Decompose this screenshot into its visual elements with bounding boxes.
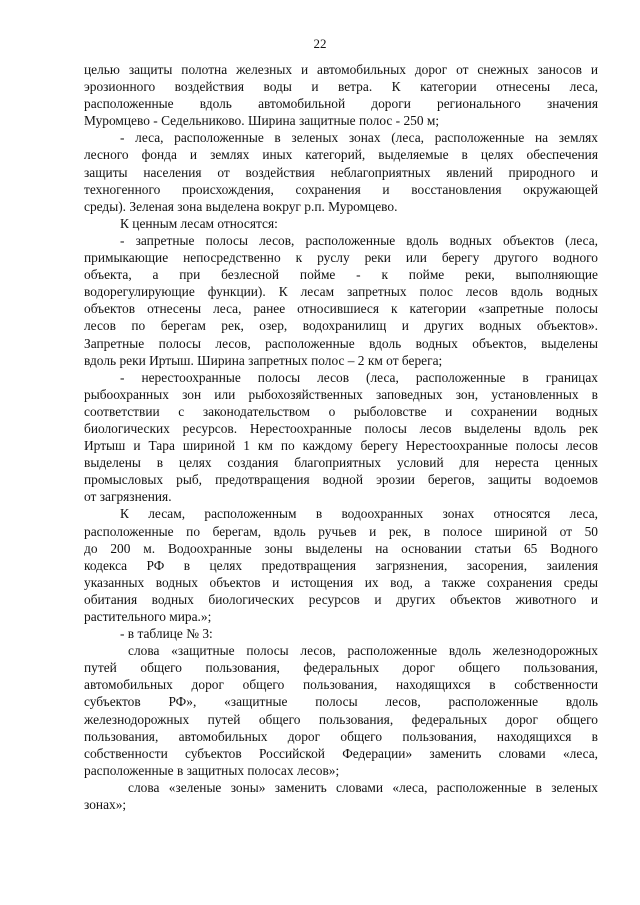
text-line: Запретные полосы лесов, расположенные вдоль водных объектов, выделены: [84, 335, 598, 351]
text-line: объекта, а при безлесной пойме - к пойме реки, выполняющие: [84, 267, 598, 283]
text-line: собственности субъектов Российской Федерации» заменить словами «леса,: [84, 745, 598, 761]
text-line: - леса, расположенные в зеленых зонах (леса, расположенные на землях: [120, 130, 598, 146]
text-line: К лесам, расположенным в водоохранных зонах относятся леса,: [120, 506, 598, 522]
text-line: от загрязнения.: [84, 489, 172, 505]
text-line: вдоль реки Иртыш. Ширина запретных полос – 2 км от берега;: [84, 352, 443, 368]
document-text: [84, 61, 598, 813]
text-line: Муромцево - Седельниково. Ширина защитные полос - 250 м;: [84, 113, 440, 129]
text-line: расположенные по берегам, вдоль ручьев и рек, в полосе шириной от 50: [84, 523, 598, 539]
text-line: - нерестоохранные полосы лесов (леса, расположенные в границах: [120, 369, 598, 385]
text-line: биологических ресурсов. Нерестоохранные полосы лесов выделены вдоль рек: [84, 420, 598, 436]
text-line: кодекса РФ в целях предотвращения загрязнения, засорения, заиления: [84, 557, 598, 573]
text-line: растительного мира.»;: [84, 609, 212, 624]
text-line: - в таблице № 3:: [120, 626, 213, 642]
text-line: промысловых рыб, предотвращения водной эрозии берегов, защиты водоемов: [84, 472, 598, 488]
text-line: эрозионного воздействия воды и ветра. К категории отнесены леса,: [84, 79, 598, 95]
text-line: слова «защитные полосы лесов, расположенные вдоль железнодорожных: [128, 643, 598, 659]
text-line: примыкающие непосредственно к руслу реки или берегу другого водного: [84, 250, 598, 266]
text-line: водорегулирующие функции). К лесам запретных полос лесов вдоль водных: [84, 284, 598, 300]
text-line: лесного фонда и землях иных категорий, выделяемые в целях обеспечения: [84, 147, 598, 163]
text-line: объектов отнесены леса, ранее относившиеся к категории «запретные полосы: [84, 301, 598, 317]
text-line: Иртыш и Тара шириной 1 км по каждому берегу Нерестоохранные полосы лесов: [84, 438, 598, 454]
text-line: К ценным лесам относятся:: [120, 215, 278, 231]
text-line: расположенные в защитных полосах лесов»;: [84, 762, 340, 778]
page-number: 22: [313, 36, 327, 51]
text-line: соответствии с законодательством о рыболовстве и сохранении водных: [84, 403, 598, 419]
text-line: выделены в целях создания благоприятных условий для нереста ценных: [84, 455, 598, 471]
text-line: расположенные вдоль автомобильной дороги регионального значения: [84, 96, 598, 112]
text-line: зонах»;: [84, 797, 127, 813]
text-line: пользования, автомобильных дорог общего пользования, находящихся в: [84, 728, 598, 744]
text-line: рыбоохранных зон или рыбохозяйственных заповедных зон, установленных в: [84, 386, 598, 402]
text-line: субъектов РФ», «защитные полосы лесов, расположенные вдоль: [84, 694, 598, 710]
text-line: слова «зеленые зоны» заменить словами «леса, расположенные в зеленых: [128, 779, 598, 795]
text-line: - запретные полосы лесов, расположенные вдоль водных объектов (леса,: [120, 232, 598, 248]
text-line: автомобильных дорог общего пользования, находящихся в собственности: [84, 677, 598, 693]
text-line: обитания водных биологических ресурсов и других объектов животного и: [84, 591, 598, 607]
text-line: путей общего пользования, федеральных дорог общего пользования,: [84, 660, 598, 676]
text-line: железнодорожных путей общего пользования, федеральных дорог общего: [84, 711, 598, 727]
text-line: целью защиты полотна железных и автомобильных дорог от снежных заносов и: [84, 62, 598, 77]
text-line: среды). Зеленая зона выделена вокруг р.п. Муромцево.: [84, 198, 398, 214]
text-line: защиты населения от воздействия неблагоприятных явлений природного и: [84, 164, 598, 180]
text-line: техногенного происхождения, сохранения и восстановления окружающей: [84, 181, 598, 197]
text-line: указанных водных объектов и истощения их вод, а также сохранения среды: [84, 574, 598, 590]
text-line: лесов по берегам рек, озер, водохранилищ и других водных объектов».: [84, 318, 598, 334]
text-line: до 200 м. Водоохранные зоны выделены на основании статьи 65 Водного: [84, 540, 598, 556]
